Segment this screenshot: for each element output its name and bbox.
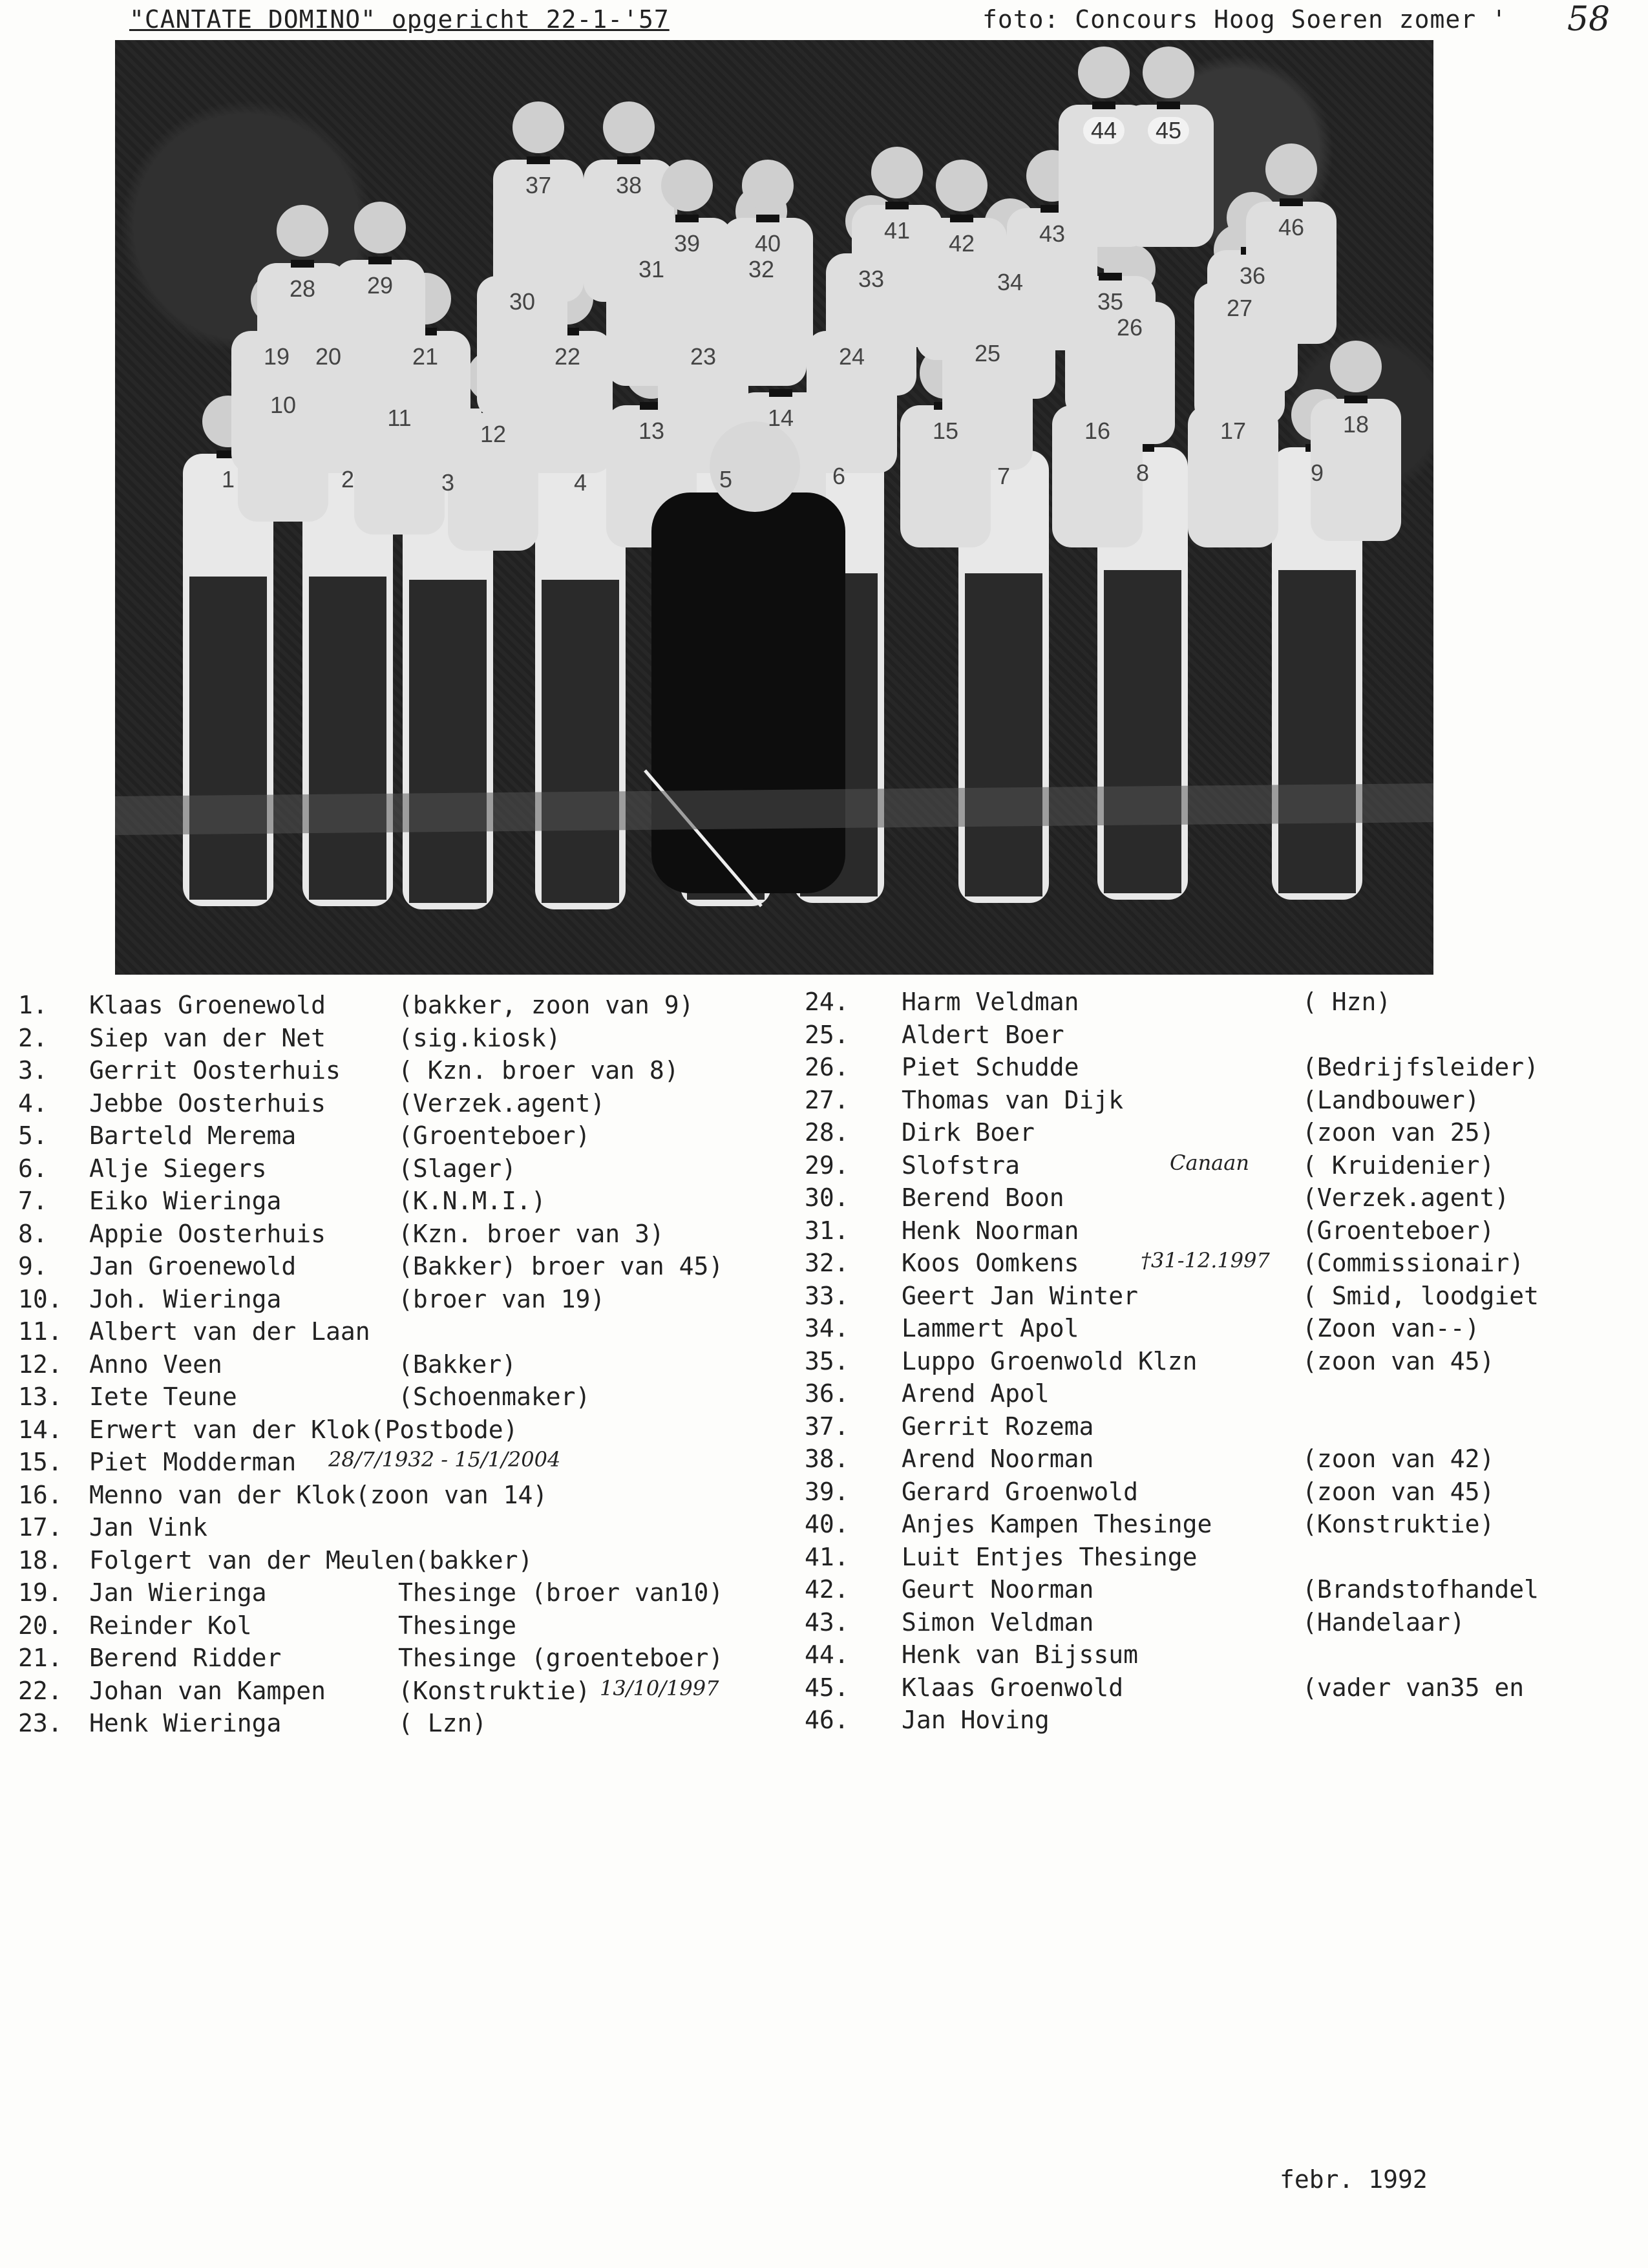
member-name: Anno Veen	[89, 1350, 222, 1379]
photo-number-44: 44	[1083, 117, 1125, 144]
member-name: Anjes Kampen Thesinge	[902, 1510, 1212, 1538]
bow-tie	[885, 202, 909, 209]
bow-tie	[950, 215, 973, 222]
member-note: (Verzek.agent)	[398, 1088, 606, 1118]
member-number: 35.	[805, 1346, 849, 1375]
member-name: Dirk Boer	[902, 1118, 1035, 1147]
singer-head	[1330, 341, 1382, 392]
member-note: (Schoenmaker)	[398, 1383, 591, 1411]
singer-head	[354, 202, 406, 253]
bow-tie	[368, 257, 392, 264]
photo-number-10: 10	[269, 392, 297, 418]
member-note: (Slager)	[398, 1154, 517, 1183]
handwritten-annotation: 28/7/1932 - 15/1/2004	[328, 1447, 561, 1472]
member-note: (Kzn. broer van 3)	[398, 1219, 664, 1248]
member-note: (Bakker) broer van 45)	[398, 1252, 724, 1280]
member-name: Menno van der Klok(zoon van 14)	[89, 1480, 548, 1509]
photo-number-40: 40	[754, 230, 781, 257]
member-name: Henk Wieringa	[89, 1709, 282, 1737]
bow-tie	[1280, 198, 1303, 206]
bow-tie	[527, 156, 550, 164]
member-number: 23.	[18, 1709, 63, 1737]
photo-number-16: 16	[1084, 418, 1111, 444]
singer-trousers	[409, 580, 487, 903]
member-note: (Groenteboer)	[1302, 1216, 1495, 1245]
photo-number-27: 27	[1226, 295, 1253, 321]
member-name: Luppo Groenwold Klzn	[902, 1346, 1198, 1375]
member-number: 19.	[18, 1578, 63, 1607]
photo-number-37: 37	[525, 172, 552, 198]
member-number: 11.	[18, 1317, 63, 1346]
member-number: 16.	[18, 1480, 63, 1509]
member-number: 46.	[805, 1706, 849, 1734]
photo-illustration	[115, 40, 1433, 975]
photo-number-5: 5	[719, 466, 733, 493]
photo-number-8: 8	[1136, 460, 1150, 486]
member-note: Thesinge (groenteboer)	[398, 1644, 724, 1672]
singer-trousers	[542, 580, 619, 903]
photo-number-22: 22	[554, 343, 581, 370]
member-note: (Bakker)	[398, 1350, 517, 1379]
photo-number-28: 28	[289, 275, 316, 302]
member-name: Jan Groenewold	[89, 1252, 297, 1280]
photo-number-38: 38	[615, 172, 642, 198]
photo-number-6: 6	[832, 463, 846, 489]
photo-number-45: 45	[1148, 117, 1189, 144]
member-note: (Commissionair)	[1302, 1249, 1525, 1277]
document-title: "CANTATE DOMINO" opgericht 22-1-'57	[129, 5, 670, 34]
member-number: 7.	[18, 1187, 48, 1215]
member-number: 6.	[18, 1154, 48, 1183]
member-name: Geurt Noorman	[902, 1575, 1094, 1604]
member-name: Koos Oomkens	[902, 1249, 1079, 1277]
document-date: febr. 1992	[1280, 2165, 1428, 2194]
member-note: ( Kzn. broer van 8)	[398, 1056, 679, 1085]
photo-number-19: 19	[263, 343, 290, 370]
member-note: (Verzek.agent)	[1302, 1183, 1510, 1212]
member-number: 4.	[18, 1088, 48, 1118]
member-name: Piet Schudde	[902, 1053, 1079, 1081]
photo-number-25: 25	[974, 340, 1001, 366]
member-number: 40.	[805, 1510, 849, 1538]
singer-head	[742, 160, 794, 211]
bow-tie	[617, 156, 640, 164]
member-number: 18.	[18, 1545, 63, 1574]
member-note: (vader van35 en	[1302, 1673, 1525, 1702]
member-name: Thomas van Dijk	[902, 1085, 1124, 1114]
member-note: (Landbouwer)	[1302, 1085, 1480, 1114]
member-name: Henk van Bijssum	[902, 1640, 1139, 1669]
member-number: 41.	[805, 1542, 849, 1571]
photo-number-46: 46	[1278, 214, 1305, 240]
member-note: ( Kruidenier)	[1302, 1150, 1495, 1180]
member-number: 8.	[18, 1219, 48, 1248]
member-name: Gerrit Rozema	[902, 1412, 1094, 1441]
member-number: 33.	[805, 1281, 849, 1310]
member-number: 36.	[805, 1379, 849, 1408]
member-number: 32.	[805, 1249, 849, 1277]
photo-number-30: 30	[509, 288, 536, 315]
photo-number-32: 32	[748, 256, 775, 282]
member-number: 20.	[18, 1611, 63, 1640]
photo-number-36: 36	[1239, 262, 1266, 289]
photo-number-39: 39	[673, 230, 701, 257]
singer-head	[512, 101, 564, 153]
member-number: 39.	[805, 1477, 849, 1506]
member-name: Johan van Kampen	[89, 1676, 326, 1705]
member-name: Harm Veldman	[902, 988, 1079, 1016]
handwritten-annotation: †31-12.1997	[1141, 1248, 1270, 1273]
member-number: 34.	[805, 1314, 849, 1342]
handwritten-year: 58	[1567, 0, 1611, 39]
member-note: ( Lzn)	[398, 1709, 487, 1737]
member-number: 3.	[18, 1056, 48, 1085]
photo-number-4: 4	[573, 469, 587, 496]
member-name: Geert Jan Winter	[902, 1281, 1139, 1310]
photo-number-17: 17	[1220, 418, 1247, 444]
member-name: Klaas Groenewold	[89, 991, 326, 1019]
singer-trousers	[965, 573, 1042, 896]
member-number: 45.	[805, 1673, 849, 1702]
singer-head	[1078, 47, 1130, 98]
member-note: (Bedrijfsleider)	[1302, 1053, 1539, 1081]
member-name: Slofstra	[902, 1150, 1020, 1180]
member-number: 2.	[18, 1023, 48, 1052]
member-name: Eiko Wieringa	[89, 1187, 282, 1215]
member-name: Gerard Groenwold	[902, 1477, 1139, 1506]
bow-tie	[1344, 396, 1368, 403]
photo-number-35: 35	[1097, 288, 1124, 315]
member-number: 5.	[18, 1121, 48, 1150]
member-name: Simon Veldman	[902, 1607, 1094, 1637]
member-number: 27.	[805, 1085, 849, 1114]
photo-number-34: 34	[997, 269, 1024, 295]
member-note: (broer van 19)	[398, 1284, 606, 1313]
member-note: (Konstruktie)	[398, 1676, 591, 1705]
member-number: 13.	[18, 1383, 63, 1411]
photo-number-1: 1	[221, 466, 235, 493]
member-name: Piet Modderman	[89, 1448, 297, 1476]
singer-head	[661, 160, 713, 211]
member-name: Jan Hoving	[902, 1706, 1050, 1734]
photo-number-9: 9	[1310, 460, 1324, 486]
member-name: Barteld Merema	[89, 1121, 297, 1150]
photo-number-29: 29	[366, 272, 394, 299]
member-name: Luit Entjes Thesinge	[902, 1542, 1198, 1571]
member-name: Alje Siegers	[89, 1154, 267, 1183]
member-note: ( Hzn)	[1302, 988, 1391, 1016]
bow-tie	[675, 215, 699, 222]
singer-trousers	[189, 577, 267, 900]
photo-number-26: 26	[1116, 314, 1143, 341]
singer-trousers	[1104, 570, 1181, 893]
singer-head	[871, 147, 923, 198]
member-name: Jebbe Oosterhuis	[89, 1088, 326, 1118]
member-number: 31.	[805, 1216, 849, 1245]
member-name: Erwert van der Klok(Postbode)	[89, 1415, 518, 1444]
member-note: (zoon van 45)	[1302, 1477, 1495, 1506]
member-note: (K.N.M.I.)	[398, 1187, 546, 1215]
photo-number-15: 15	[932, 418, 959, 444]
bow-tie	[1099, 273, 1122, 281]
member-number: 37.	[805, 1412, 849, 1441]
member-number: 44.	[805, 1640, 849, 1669]
member-name: Berend Boon	[902, 1183, 1064, 1212]
member-name: Appie Oosterhuis	[89, 1219, 326, 1248]
member-number: 15.	[18, 1448, 63, 1476]
singer-head	[936, 160, 988, 211]
singer-trousers	[1278, 570, 1356, 893]
member-note: (zoon van 42)	[1302, 1445, 1495, 1473]
member-note: (Konstruktie)	[1302, 1510, 1495, 1538]
photo-number-14: 14	[767, 405, 794, 431]
bow-tie	[1092, 101, 1115, 109]
bow-tie	[756, 215, 779, 222]
member-note: (zoon van 25)	[1302, 1118, 1495, 1147]
member-number: 22.	[18, 1676, 63, 1705]
member-number: 38.	[805, 1445, 849, 1473]
member-name: Arend Apol	[902, 1379, 1050, 1408]
member-number: 29.	[805, 1150, 849, 1180]
member-note: (bakker, zoon van 9)	[398, 991, 694, 1019]
member-name: Klaas Groenwold	[902, 1673, 1124, 1702]
bow-tie	[769, 389, 792, 397]
member-number: 17.	[18, 1513, 63, 1542]
bow-tie	[1157, 101, 1180, 109]
photo-number-11: 11	[387, 405, 412, 431]
photo-number-31: 31	[638, 256, 665, 282]
photo-number-23: 23	[690, 343, 717, 370]
member-note: (zoon van 45)	[1302, 1346, 1495, 1375]
member-name: Albert van der Laan	[89, 1317, 370, 1346]
photo-number-3: 3	[441, 469, 455, 496]
member-number: 1.	[18, 991, 48, 1019]
member-note: (Handelaar)	[1302, 1607, 1465, 1637]
member-note: (Zoon van--)	[1302, 1314, 1480, 1342]
choir-group-photo	[115, 40, 1433, 975]
member-name: Folgert van der Meulen(bakker)	[89, 1545, 533, 1574]
photo-number-20: 20	[315, 343, 342, 370]
member-number: 25.	[805, 1020, 849, 1049]
member-name: Jan Wieringa	[89, 1578, 267, 1607]
singer-head	[277, 205, 328, 257]
photo-number-41: 41	[883, 217, 911, 244]
member-note: (sig.kiosk)	[398, 1023, 561, 1052]
photo-number-33: 33	[858, 266, 885, 292]
photo-number-21: 21	[412, 343, 439, 370]
member-name: Jan Vink	[89, 1513, 208, 1542]
handwritten-annotation: Canaan	[1170, 1150, 1249, 1175]
member-number: 24.	[805, 988, 849, 1016]
photo-number-18: 18	[1342, 411, 1369, 438]
member-name: Arend Noorman	[902, 1445, 1094, 1473]
bow-tie	[291, 260, 314, 268]
member-number: 9.	[18, 1252, 48, 1280]
member-note: ( Smid, loodgiet	[1302, 1281, 1539, 1310]
member-number: 12.	[18, 1350, 63, 1379]
member-number: 43.	[805, 1607, 849, 1637]
member-note: Thesinge (broer van10)	[398, 1578, 724, 1607]
member-note: (Brandstofhandel	[1302, 1575, 1539, 1604]
member-name: Siep van der Net	[89, 1023, 326, 1052]
photo-number-2: 2	[341, 466, 355, 493]
member-name: Henk Noorman	[902, 1216, 1079, 1245]
photo-number-13: 13	[638, 418, 665, 444]
member-number: 14.	[18, 1415, 63, 1444]
member-name: Gerrit Oosterhuis	[89, 1056, 341, 1085]
singer-head	[1143, 47, 1194, 98]
member-number: 42.	[805, 1575, 849, 1604]
member-name: Berend Ridder	[89, 1644, 282, 1672]
member-name: Iete Teune	[89, 1383, 237, 1411]
member-name: Joh. Wieringa	[89, 1284, 282, 1313]
photo-number-12: 12	[480, 421, 507, 447]
handwritten-annotation: 13/10/1997	[600, 1675, 719, 1701]
singer-head	[1265, 143, 1317, 195]
member-name: Reinder Kol	[89, 1611, 252, 1640]
photo-number-7: 7	[997, 463, 1011, 489]
photo-caption: foto: Concours Hoog Soeren zomer '	[982, 5, 1507, 34]
member-number: 30.	[805, 1183, 849, 1212]
member-name: Lammert Apol	[902, 1314, 1079, 1342]
member-number: 26.	[805, 1053, 849, 1081]
member-note: Thesinge	[398, 1611, 517, 1640]
member-name: Aldert Boer	[902, 1020, 1064, 1049]
member-number: 28.	[805, 1118, 849, 1147]
member-number: 10.	[18, 1284, 63, 1313]
member-note: (Groenteboer)	[398, 1121, 591, 1150]
photo-number-43: 43	[1039, 220, 1066, 247]
photo-number-42: 42	[948, 230, 975, 257]
singer-trousers	[309, 577, 386, 900]
member-number: 21.	[18, 1644, 63, 1672]
singer-head	[603, 101, 655, 153]
photo-number-24: 24	[838, 343, 865, 370]
